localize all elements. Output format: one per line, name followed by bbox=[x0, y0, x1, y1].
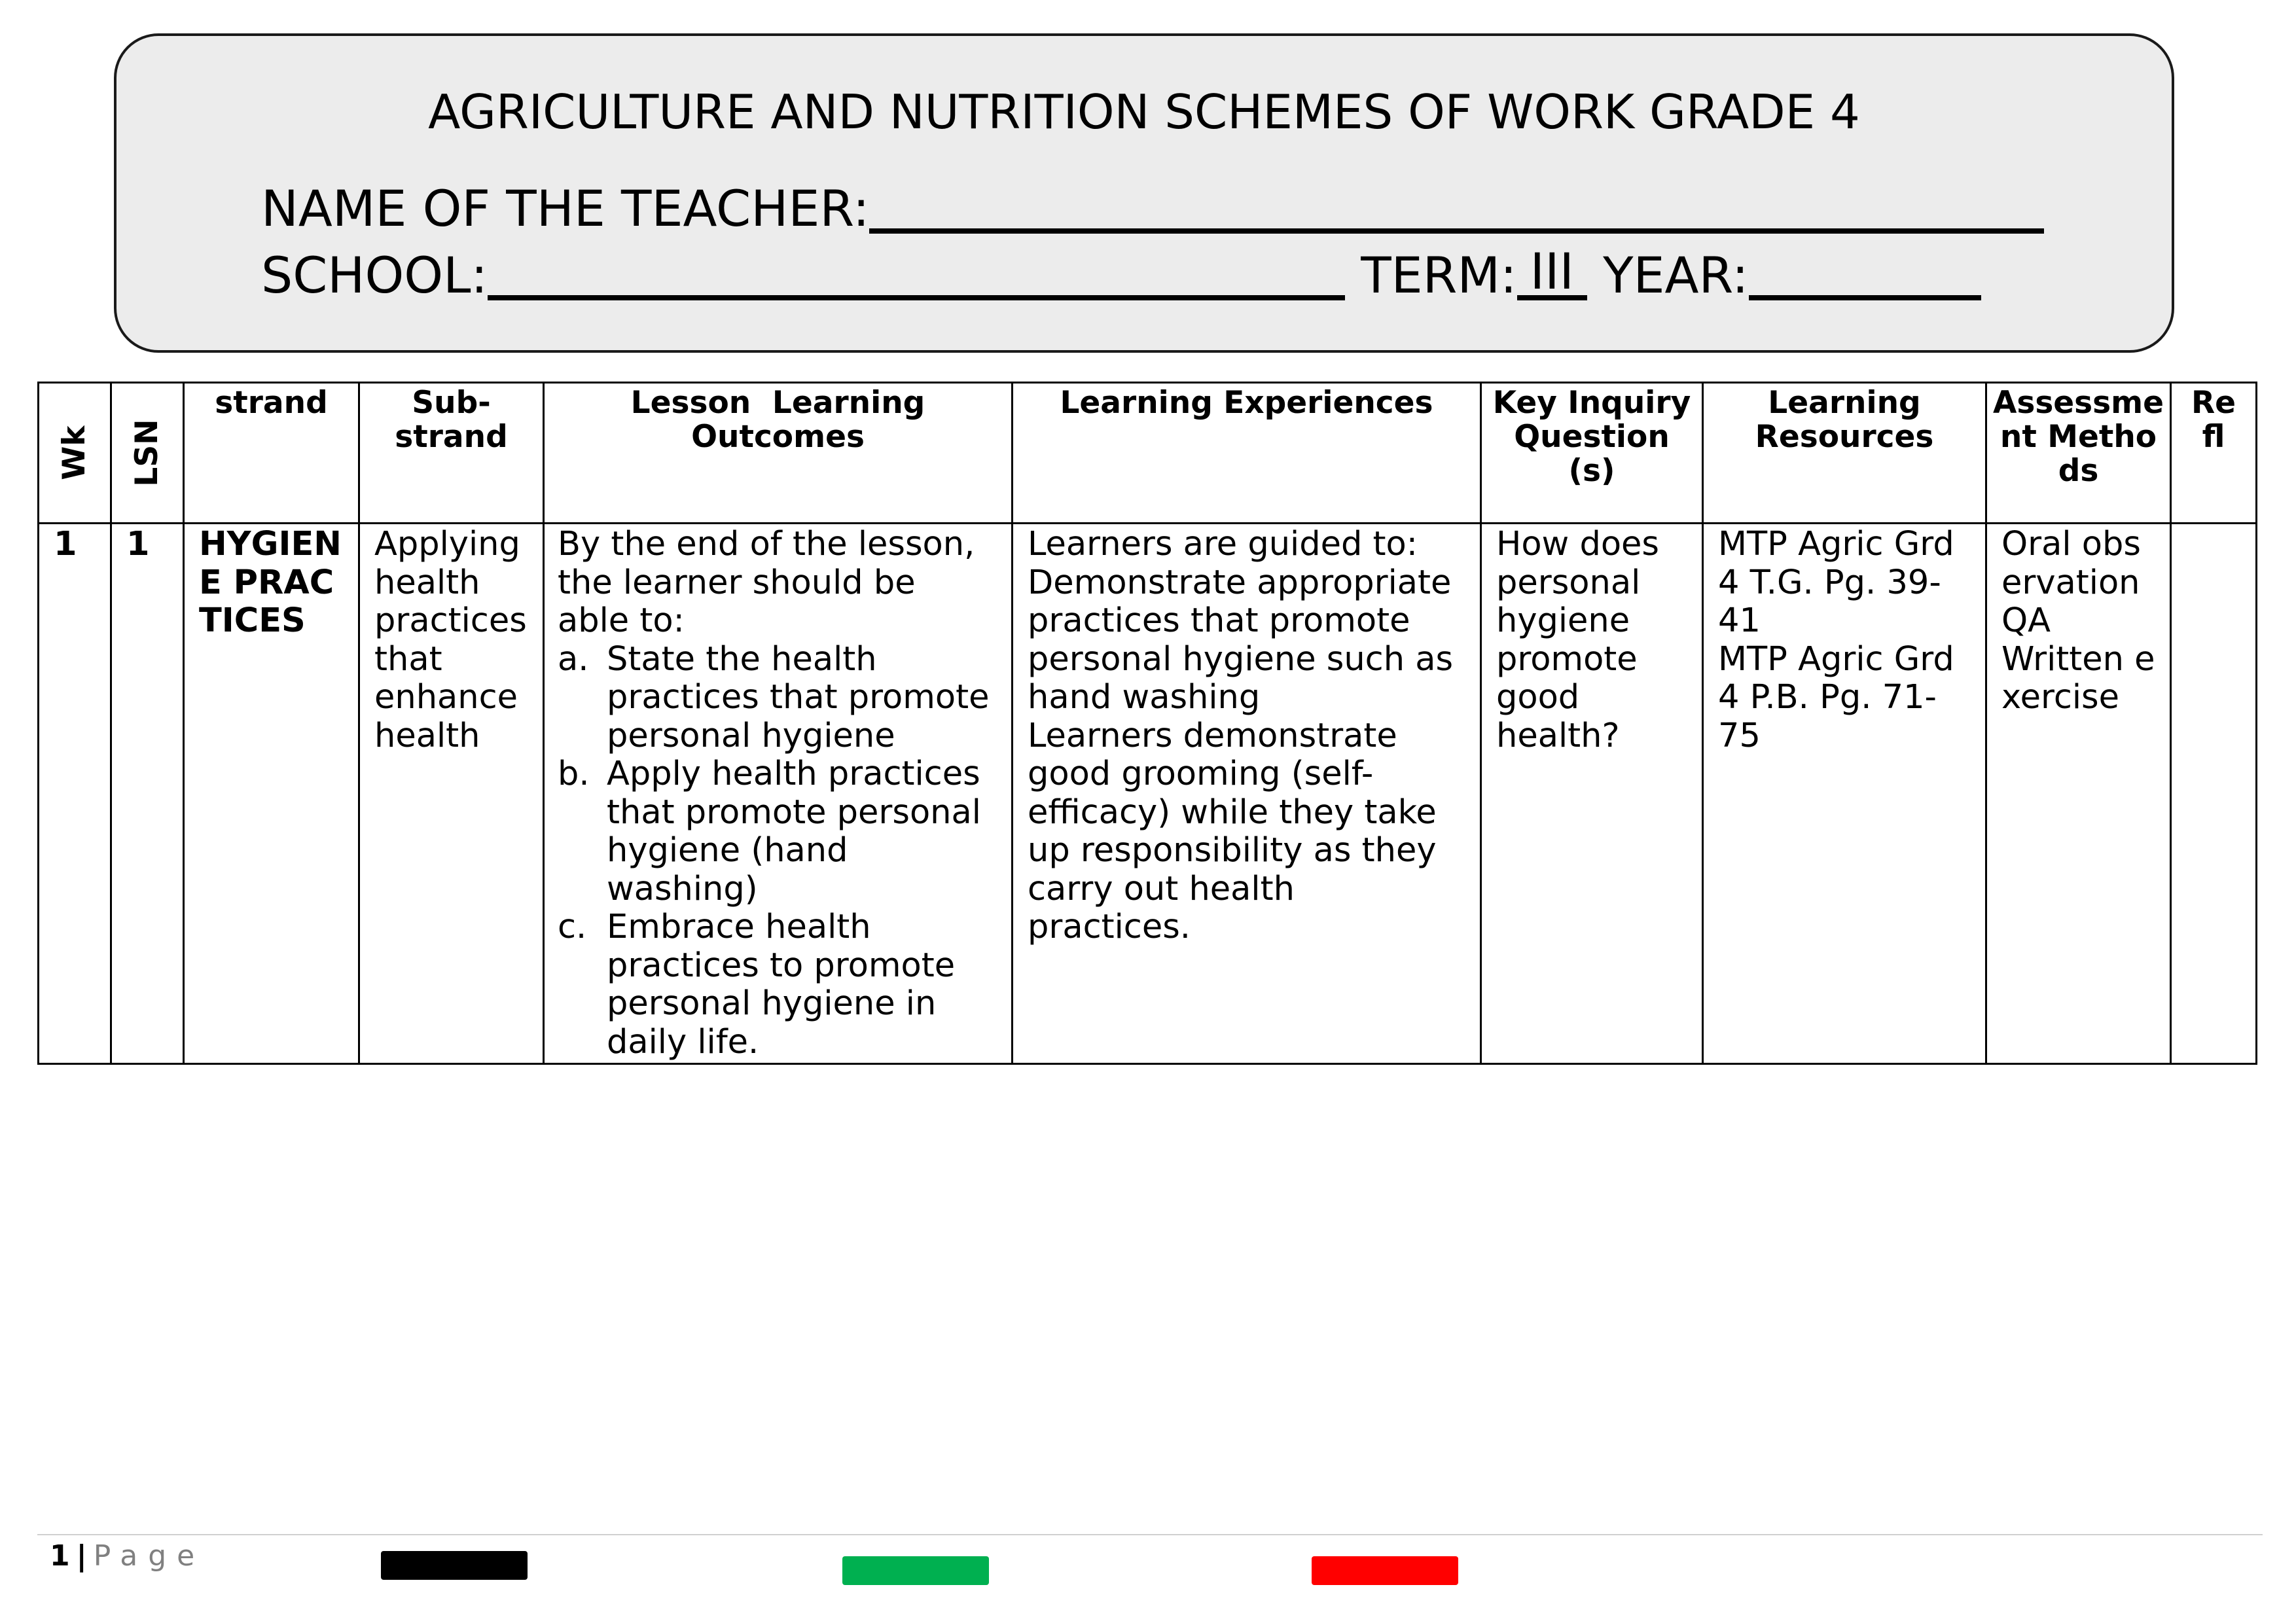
cell-reflection[interactable] bbox=[2171, 524, 2257, 1064]
page-separator: | bbox=[76, 1539, 87, 1573]
page-number: 1 bbox=[50, 1539, 70, 1573]
cell-experiences bbox=[1013, 524, 1481, 1064]
cell-outcomes bbox=[544, 524, 1013, 1064]
col-header-inquiry: Key Inquiry Question(s) bbox=[1481, 383, 1703, 524]
school-name-blank[interactable] bbox=[488, 247, 1345, 300]
col-header-wk: Wk bbox=[39, 383, 111, 524]
teacher-name-blank[interactable] bbox=[869, 180, 2044, 234]
header-box bbox=[114, 33, 2174, 353]
table-row bbox=[39, 524, 2257, 1064]
col-header-resources: Learning Resources bbox=[1703, 383, 1986, 524]
experience-line: Learners are guided to: bbox=[1028, 525, 1418, 563]
scheme-table bbox=[37, 382, 2257, 1065]
year-label: YEAR: bbox=[1603, 246, 1749, 304]
document-title: AGRICULTURE AND NUTRITION SCHEMES OF WORK GRADE 4 bbox=[428, 84, 1860, 139]
footer-divider bbox=[37, 1534, 2263, 1535]
teacher-label: NAME OF THE TEACHER: bbox=[261, 179, 870, 238]
page-footer bbox=[50, 1539, 205, 1573]
school-line bbox=[261, 242, 1981, 304]
header-row bbox=[39, 383, 2257, 524]
list-item: a. State the health practices that promote personal hygiene bbox=[558, 639, 990, 755]
list-item: b. Apply health practices that promote personal hygiene (hand washing) bbox=[558, 755, 981, 908]
term-value[interactable]: III bbox=[1517, 247, 1587, 300]
col-header-strand: strand bbox=[184, 383, 359, 524]
page-word: Page bbox=[93, 1539, 206, 1573]
school-label: SCHOOL: bbox=[261, 246, 488, 304]
term-label: TERM: bbox=[1361, 246, 1517, 304]
col-header-reflection: Refl bbox=[2171, 383, 2257, 524]
cell-inquiry: How does personal hygiene promote good health? bbox=[1481, 524, 1703, 1064]
assessment-line: Oral observation bbox=[2001, 525, 2141, 602]
resource-line: MTP Agric Grd 4 T.G. Pg. 39-41 bbox=[1718, 525, 1954, 640]
outcomes-intro: By the end of the lesson, the learner should be able to: bbox=[558, 525, 975, 640]
col-header-experiences: Learning Experiences bbox=[1013, 383, 1481, 524]
experience-line: Demonstrate appropriate practices that promote personal hygiene such as hand washing bbox=[1028, 563, 1454, 717]
assessment-line: Written exercise bbox=[2001, 639, 2155, 717]
cell-strand: HYGIENE PRACTICES bbox=[184, 524, 359, 1064]
resource-line: MTP Agric Grd 4 P.B. Pg. 71-75 bbox=[1718, 639, 1954, 755]
experience-line: Learners demonstrate good grooming (self-efficacy) while they take up responsibility as they carry out health practices. bbox=[1028, 716, 1437, 946]
red-bar bbox=[1312, 1556, 1458, 1585]
list-item: c. Embrace health practices to promote personal hygiene in daily life. bbox=[558, 908, 956, 1061]
green-bar bbox=[842, 1556, 989, 1585]
cell-assessment bbox=[1986, 524, 2171, 1064]
year-blank[interactable] bbox=[1749, 247, 1981, 300]
cell-lsn: 1 bbox=[111, 524, 184, 1064]
col-header-sub-strand: Sub-strand bbox=[359, 383, 544, 524]
outcomes-list bbox=[558, 641, 997, 1062]
col-header-outcomes: Lesson Learning Outcomes bbox=[544, 383, 1013, 524]
col-header-assessment: Assessment Methods bbox=[1986, 383, 2171, 524]
black-bar bbox=[381, 1551, 528, 1580]
assessment-line: QA bbox=[2001, 601, 2051, 640]
cell-sub-strand: Applying health practices that enhance health bbox=[359, 524, 544, 1064]
col-header-lsn: LSN bbox=[111, 383, 184, 524]
cell-resources bbox=[1703, 524, 1986, 1064]
teacher-line bbox=[261, 179, 2044, 238]
cell-wk: 1 bbox=[39, 524, 111, 1064]
